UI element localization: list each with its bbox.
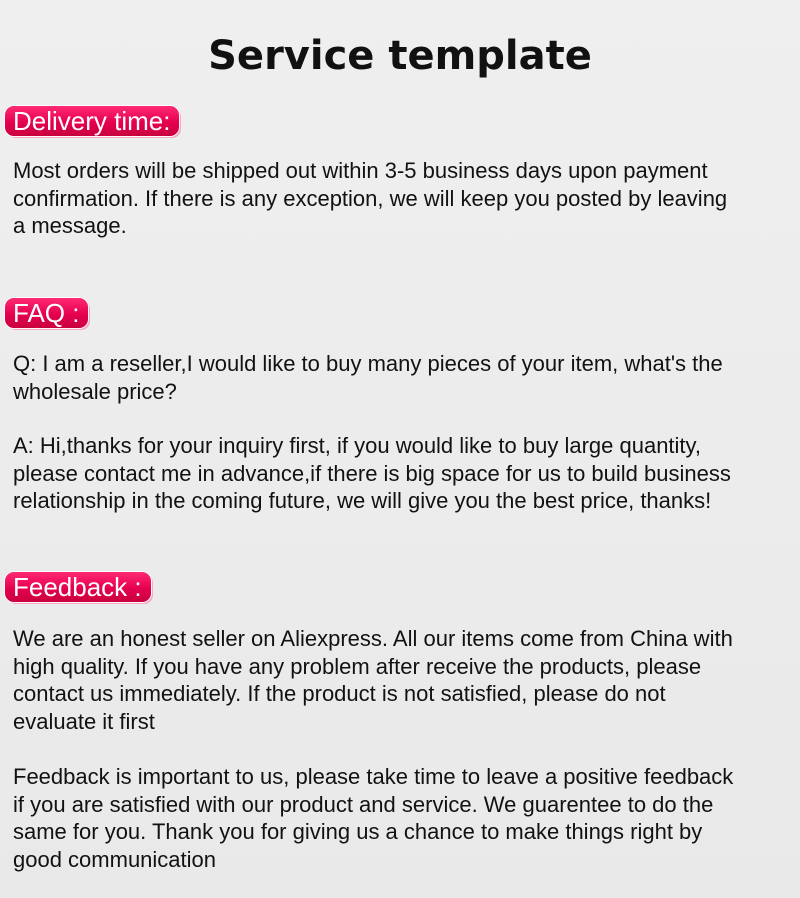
faq-answer-text: A: Hi,thanks for your inquiry first, if you would like to buy large quantity, please contact me in advance,if there is big space for us to build business relationship in the coming future, we will give you the best price, thanks! <box>13 433 731 513</box>
feedback-request-text: Feedback is important to us, please take time to leave a positive feedback if you are satisfied with our product and service. We guarentee to do the same for you. Thank you for giving us a chance to make things right by good communication <box>13 764 734 872</box>
delivery-time-badge: Delivery time: <box>5 106 179 136</box>
feedback-intro-text: We are an honest seller on Aliexpress. All our items come from China with high quality. If you have any problem after receive the products, please contact us immediately. If the product is not satisfied, please do not evaluate it first <box>13 626 733 734</box>
faq-badge: FAQ : <box>5 298 88 328</box>
page-title: Service template <box>208 33 592 79</box>
faq-question-text: Q: I am a reseller,I would like to buy many pieces of your item, what's the wholesale price? <box>13 351 723 404</box>
feedback-badge: Feedback : <box>5 572 151 602</box>
delivery-time-text: Most orders will be shipped out within 3-5 business days upon payment confirmation. If there is any exception, we will keep you posted by leaving a message. <box>13 158 728 238</box>
